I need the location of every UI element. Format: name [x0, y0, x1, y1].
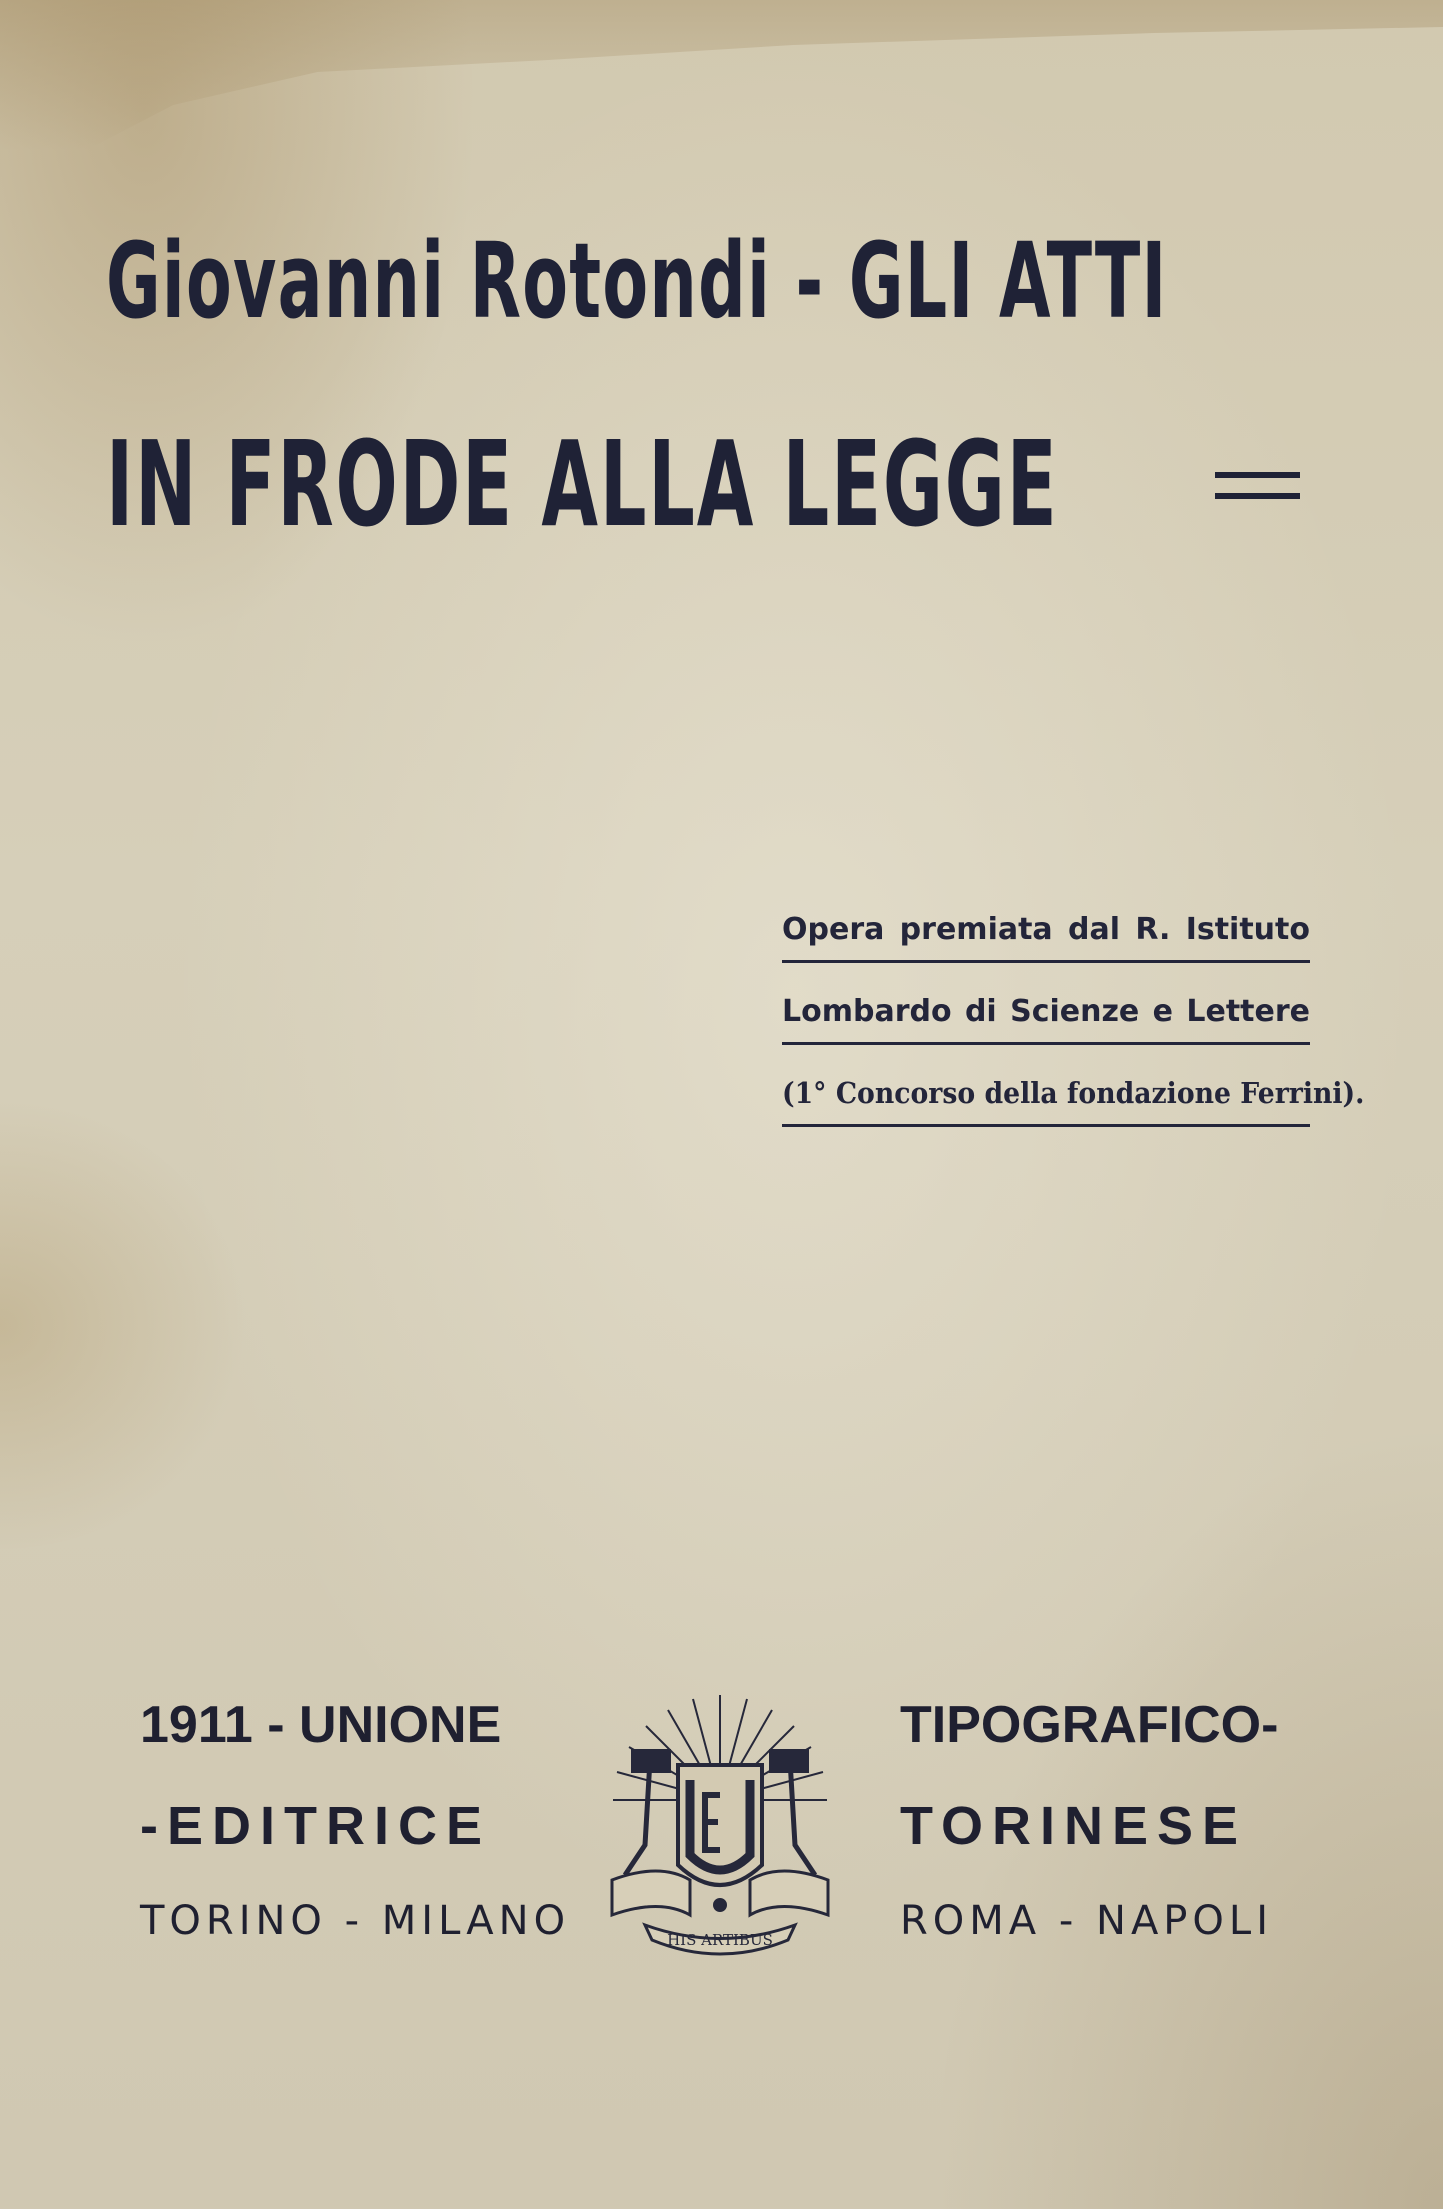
award-text-3: (1° Concorso della fondazione Ferrini).	[782, 1076, 1365, 1110]
imprint-left-1: 1911 - UNIONE	[140, 1696, 502, 1754]
publisher-seal-icon	[590, 1690, 850, 1960]
award-text-2: Lombardo di Scienze e Lettere	[782, 994, 1310, 1029]
award-line	[782, 902, 1310, 984]
award-rule	[782, 1042, 1310, 1045]
title-author-line: Giovanni Rotondi - GLI ATTI	[106, 220, 1168, 342]
title-rule-bottom	[1215, 493, 1300, 499]
award-line	[782, 1066, 1365, 1148]
award-block	[782, 902, 1365, 1148]
imprint-left-3: TORINO - MILANO	[140, 1898, 571, 1944]
title-rule-top	[1215, 472, 1300, 478]
title-main-line: IN FRODE ALLA LEGGE	[106, 415, 1059, 553]
imprint-right-1: TIPOGRAFICO-	[900, 1696, 1279, 1754]
water-stain	[0, 0, 1443, 150]
award-rule	[782, 1124, 1310, 1127]
award-line	[782, 984, 1310, 1066]
award-rule	[782, 960, 1310, 963]
award-text-1: Opera premiata dal R. Istituto	[782, 912, 1310, 947]
seal-motto: HIS ARTIBUS	[667, 1931, 773, 1949]
imprint-right-3: ROMA - NAPOLI	[900, 1898, 1273, 1944]
seal-graphic	[590, 1690, 850, 1960]
imprint-right-2: TORINESE	[900, 1796, 1248, 1856]
imprint-left-2: -EDITRICE	[140, 1796, 491, 1856]
